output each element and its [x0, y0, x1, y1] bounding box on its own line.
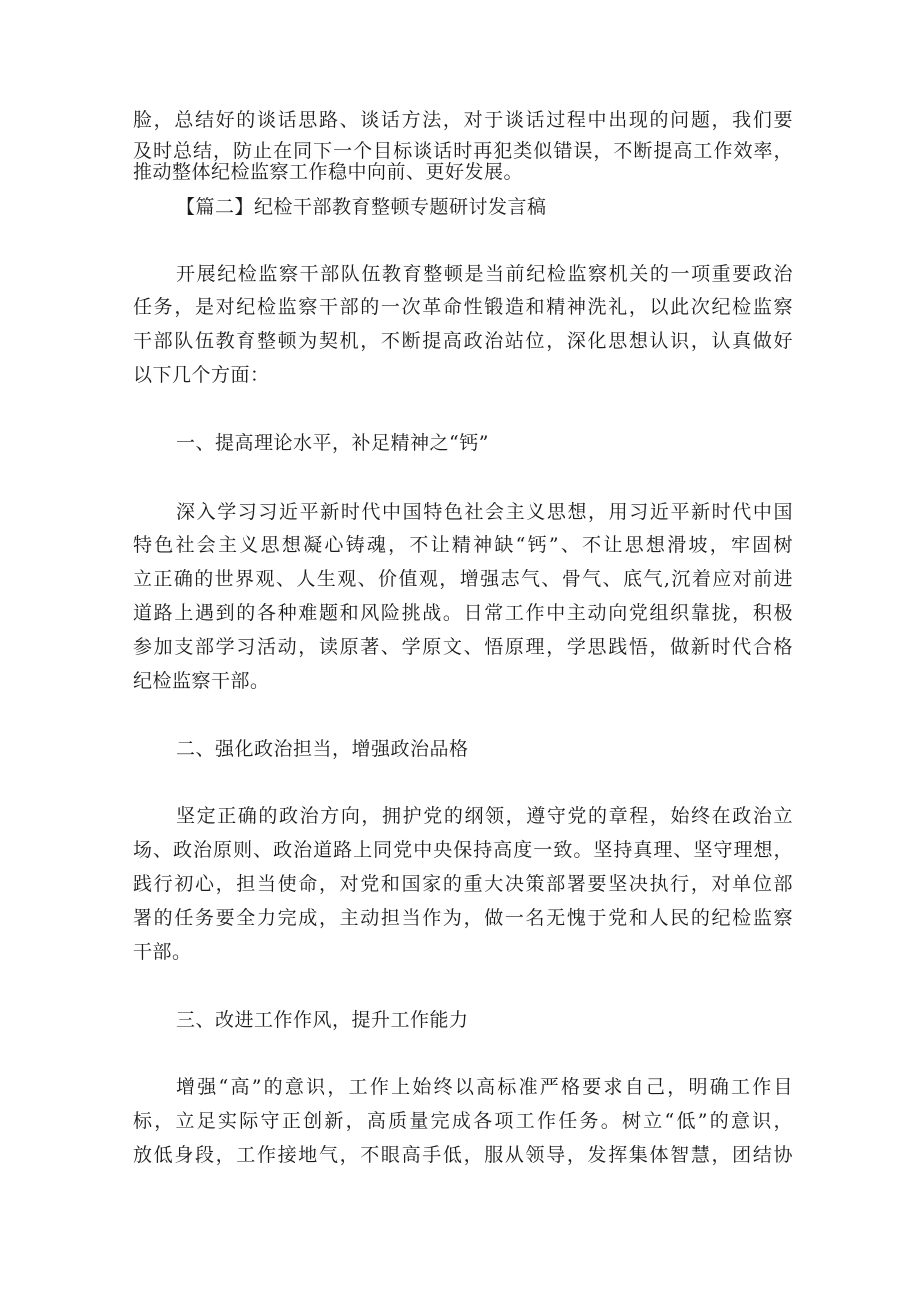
paragraph-line: 场、政治原则、政治道路上同党中央保持高度一致。坚持真理、坚守理想， [133, 839, 793, 861]
paragraph-line: 增强“高”的意识，工作上始终以高标准严格要求自己，明确工作目 [176, 1076, 793, 1098]
paragraph-line: 推动整体纪检监察工作稳中向前、更好发展。 [133, 161, 524, 183]
heading-3: 三、改进工作作风，提升工作能力 [176, 1009, 469, 1031]
paragraph-line: 坚定正确的政治方向，拥护党的纲领，遵守党的章程，始终在政治立 [176, 805, 793, 827]
paragraph-line: 道路上遇到的各种难题和风险挑战。日常工作中主动向党组织靠拢，积极 [133, 602, 793, 624]
paragraph-line: 干部。 [133, 941, 192, 963]
paragraph-line: 深入学习习近平新时代中国特色社会主义思想，用习近平新时代中国 [176, 501, 793, 523]
paragraph-line: 立正确的世界观、人生观、价值观，增强志气、骨气、底气,沉着应对前进 [133, 568, 793, 590]
paragraph-line: 脸，总结好的谈话思路、谈话方法，对于谈话过程中出现的问题，我们要 [133, 109, 793, 131]
paragraph-line: 放低身段，工作接地气，不眼高手低，服从领导，发挥集体智慧，团结协 [133, 1144, 793, 1166]
paragraph-line: 开展纪检监察干部队伍教育整顿是当前纪检监察机关的一项重要政治 [176, 263, 793, 285]
section-title: 【篇二】纪检干部教育整顿专题研讨发言稿 [176, 196, 547, 218]
heading-2: 二、强化政治担当，增强政治品格 [176, 738, 469, 760]
paragraph-line: 署的任务要全力完成，主动担当作为，做一名无愧于党和人民的纪检监察 [133, 907, 793, 929]
paragraph-line: 任务，是对纪检监察干部的一次革命性锻造和精神洗礼，以此次纪检监察 [133, 296, 793, 318]
paragraph-line: 及时总结，防止在同下一个目标谈话时再犯类似错误，不断提高工作效率， [133, 140, 793, 162]
paragraph-line: 纪检监察干部。 [133, 670, 270, 692]
paragraph-line: 标，立足实际守正创新，高质量完成各项工作任务。树立“低”的意识， [133, 1110, 793, 1132]
heading-1: 一、提高理论水平，补足精神之“钙” [176, 432, 489, 454]
paragraph-line: 参加支部学习活动，读原著、学原文、悟原理，学思践悟，做新时代合格 [133, 636, 793, 658]
paragraph-line: 践行初心，担当使命，对党和国家的重大决策部署要坚决执行，对单位部 [133, 873, 793, 895]
paragraph-line: 以下几个方面： [133, 364, 270, 386]
paragraph-line: 干部队伍教育整顿为契机，不断提高政治站位，深化思想认识，认真做好 [133, 330, 793, 352]
paragraph-line: 特色社会主义思想凝心铸魂，不让精神缺“钙”、不让思想滑坡，牢固树 [133, 534, 793, 556]
